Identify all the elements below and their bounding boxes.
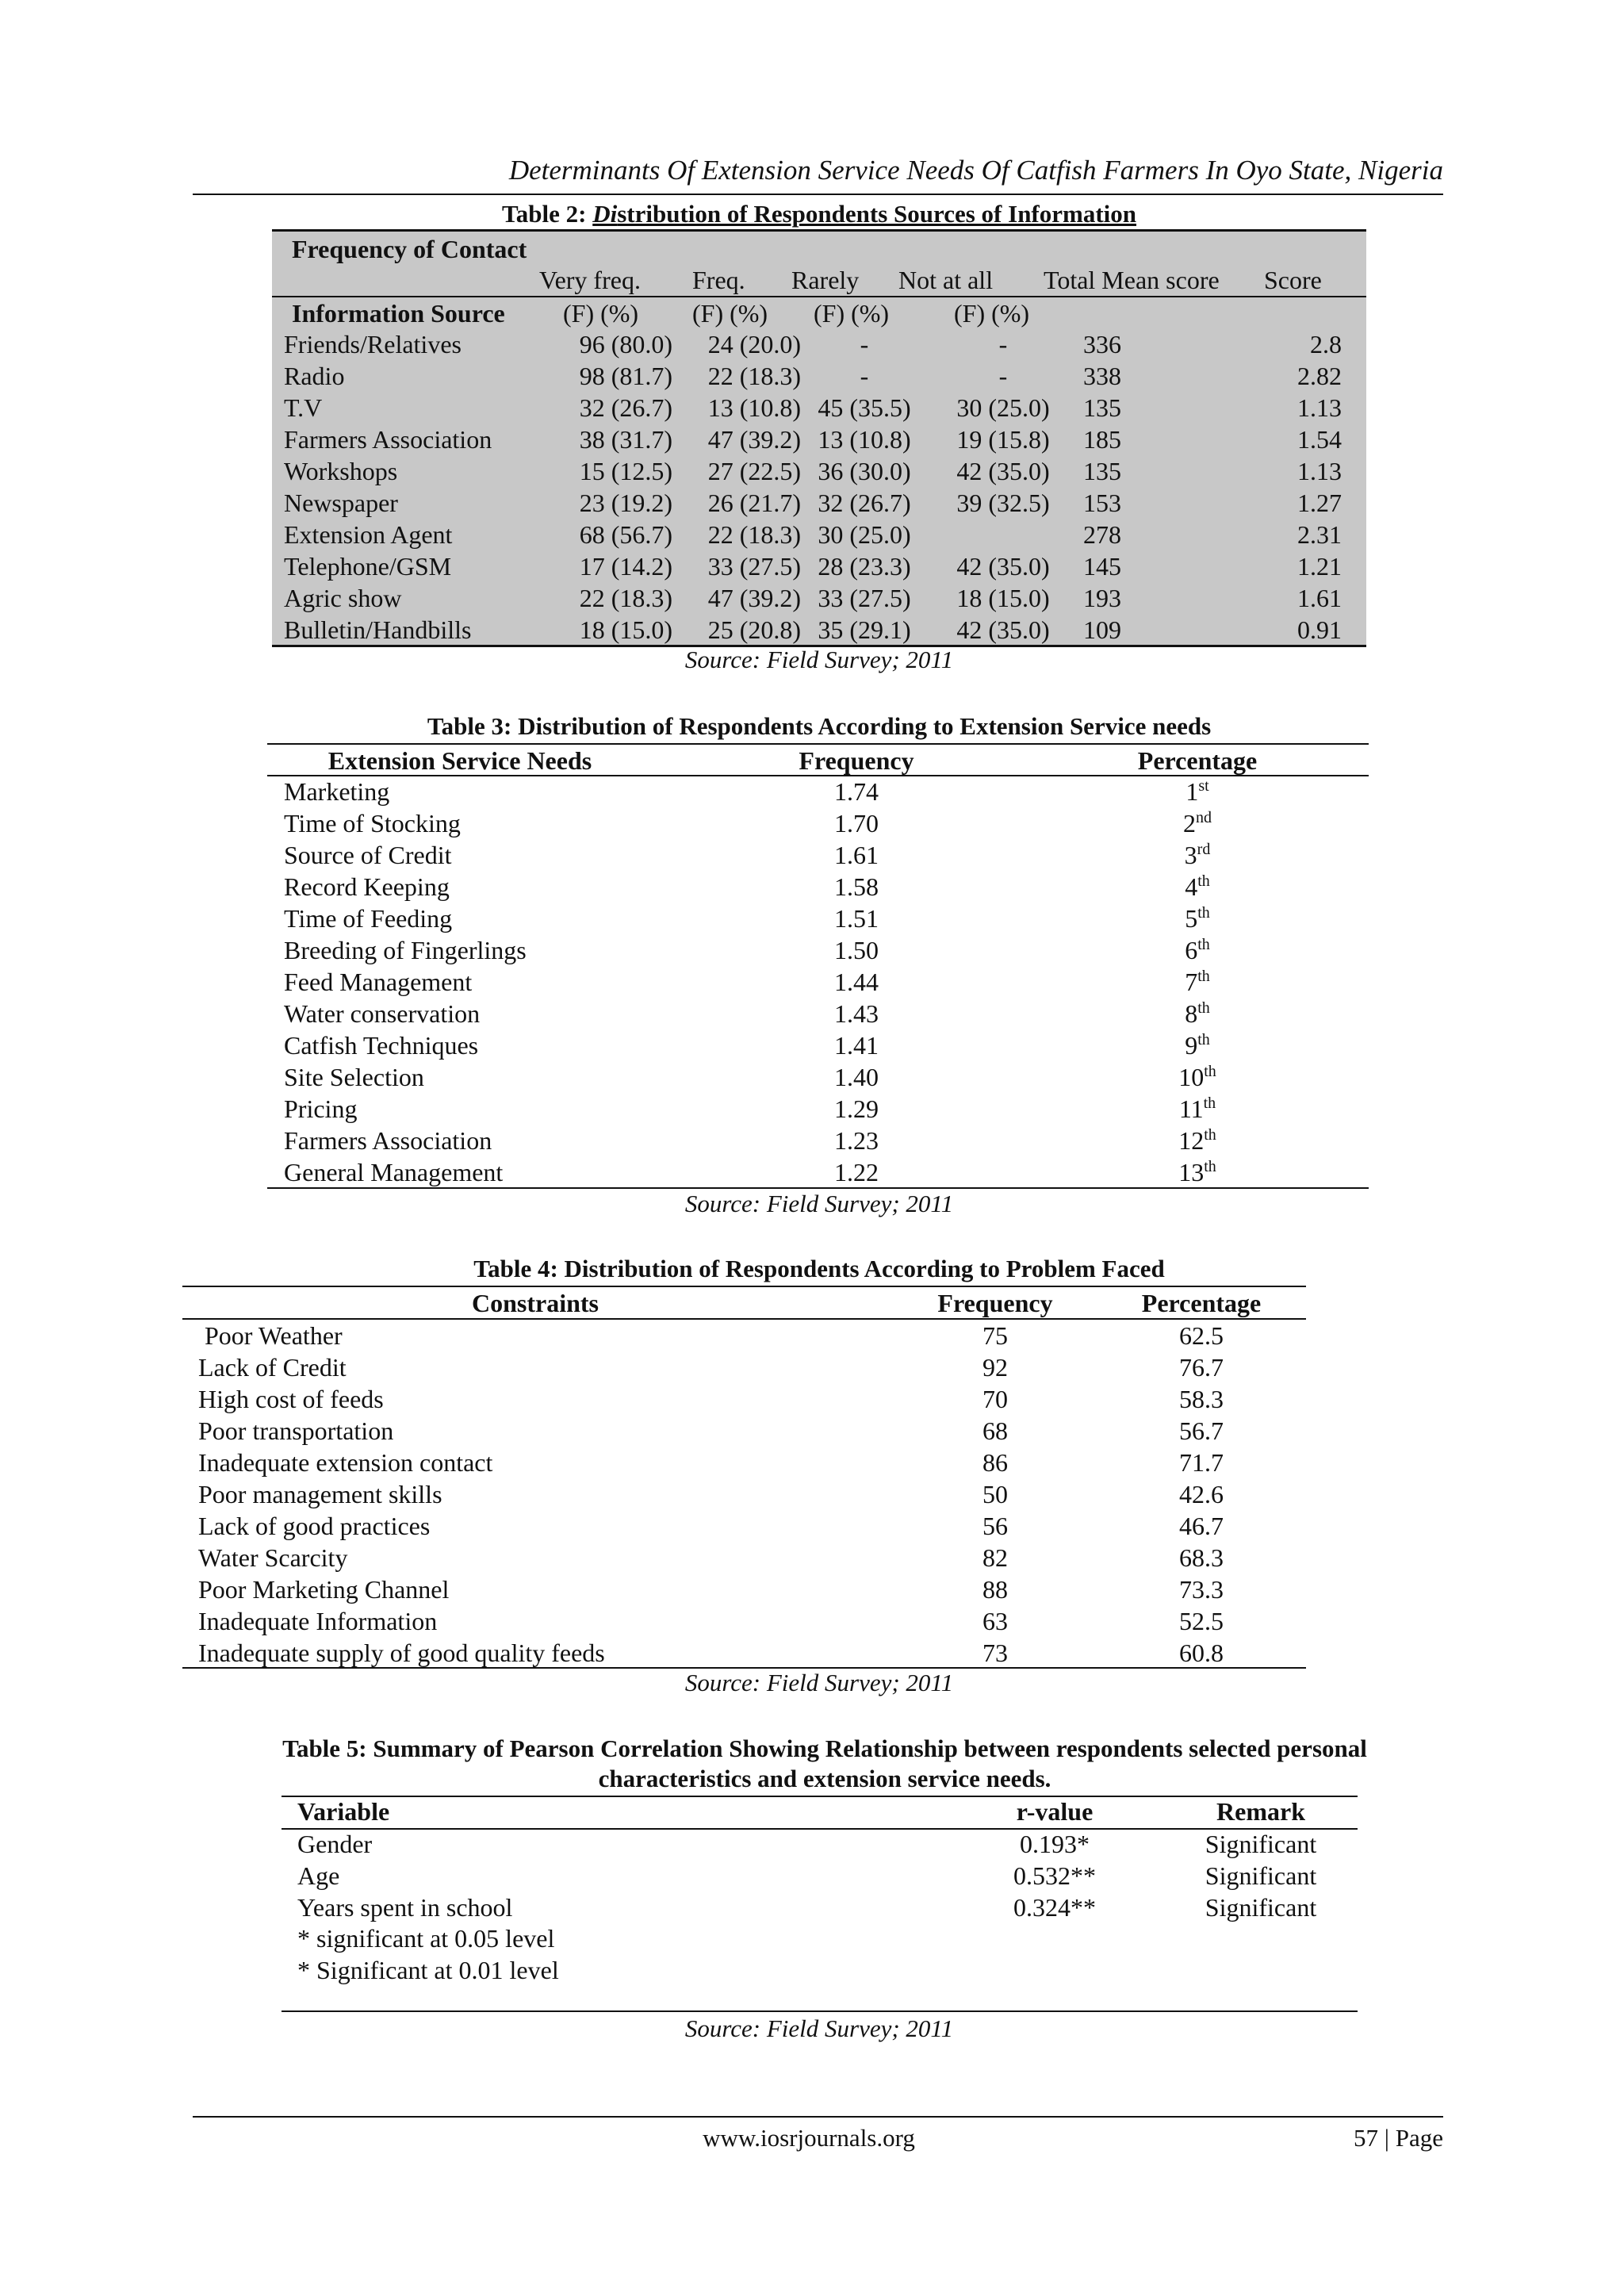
t2-cell-freq: 47 (39.2) [707, 425, 801, 454]
t2-cell-rarely: 36 (30.0) [818, 457, 911, 485]
t3-cell-need: Marketing [284, 777, 390, 806]
t4-cell-freq: 73 [982, 1639, 1008, 1667]
t3-rank-suffix: th [1197, 936, 1210, 953]
t2-cell-score: 1.27 [1297, 489, 1342, 517]
t2-cell-very: 32 (26.7) [579, 393, 672, 422]
t2-cell-total: 145 [1083, 552, 1121, 581]
t3-rank-number: 7 [1185, 968, 1198, 996]
t3-rank-suffix: nd [1196, 809, 1212, 826]
table5-note1: * significant at 0.05 level [297, 1924, 555, 1953]
t3-cell-freq: 1.74 [834, 777, 879, 806]
t5-cell-remark: Significant [1205, 1830, 1317, 1858]
t4-cell-constraint: Lack of Credit [198, 1353, 347, 1382]
table2-col-freq: Freq. [692, 266, 745, 294]
t2-cell-score: 1.54 [1297, 425, 1342, 454]
t2-cell-freq: 25 (20.8) [707, 615, 801, 644]
table2-col-very: Very freq. [539, 266, 641, 294]
t3-rank-suffix: th [1204, 1063, 1216, 1080]
t2-cell-source: Friends/Relatives [284, 330, 462, 358]
t2-cell-source: T.V [284, 393, 323, 422]
t2-cell-freq: 33 (27.5) [707, 552, 801, 581]
table2-col-rarely: Rarely [791, 266, 860, 294]
t3-cell-need: Source of Credit [284, 841, 452, 869]
t3-cell-freq: 1.58 [834, 872, 879, 901]
t3-cell-freq: 1.50 [834, 936, 879, 964]
t3-cell-freq: 1.23 [834, 1126, 879, 1155]
table2-col-score: Score [1264, 266, 1322, 294]
t4-cell-freq: 92 [982, 1353, 1008, 1382]
t3-rank-suffix: th [1197, 1031, 1210, 1048]
t4-cell-constraint: Inadequate extension contact [198, 1448, 493, 1477]
t2-cell-very: 17 (14.2) [579, 552, 672, 581]
t2-cell-total: 278 [1083, 520, 1121, 549]
t3-rank-suffix: rd [1197, 841, 1211, 858]
t3-cell-rank [1063, 903, 1332, 934]
table5-col-variable: Variable [297, 1797, 390, 1826]
t4-cell-pct: 68.3 [1179, 1543, 1224, 1572]
t2-cell-score: 1.61 [1297, 584, 1342, 612]
t3-cell-freq: 1.41 [834, 1031, 879, 1060]
t2-cell-not: 42 (35.0) [956, 457, 1050, 485]
t3-cell-freq: 1.43 [834, 999, 879, 1028]
footer-rule [193, 2116, 1443, 2118]
t5-cell-variable: Years spent in school [297, 1893, 513, 1922]
t3-cell-rank [1063, 871, 1332, 903]
t2-cell-freq: 26 (21.7) [707, 489, 801, 517]
table4-col-pct: Percentage [1141, 1289, 1262, 1317]
t2-cell-total: 135 [1083, 393, 1121, 422]
t2-cell-very: 68 (56.7) [579, 520, 672, 549]
table5-source: Source: Field Survey; 2011 [684, 2014, 954, 2042]
t2-cell-score: 2.82 [1297, 362, 1342, 390]
t3-cell-rank [1063, 966, 1332, 998]
t3-cell-need: Catfish Techniques [284, 1031, 479, 1060]
t4-cell-constraint: Poor transportation [198, 1416, 394, 1445]
t2-cell-total: 153 [1083, 489, 1121, 517]
t2-cell-rarely: - [860, 362, 869, 390]
t2-cell-very: 38 (31.7) [579, 425, 672, 454]
t4-cell-freq: 82 [982, 1543, 1008, 1572]
t3-cell-need: Time of Feeding [284, 904, 453, 933]
t2-cell-very: 23 (19.2) [579, 489, 672, 517]
t4-cell-freq: 70 [982, 1385, 1008, 1413]
t2-cell-not: 18 (15.0) [956, 584, 1050, 612]
t5-cell-variable: Age [297, 1861, 340, 1890]
t4-cell-freq: 75 [982, 1321, 1008, 1350]
table3-source: Source: Field Survey; 2011 [684, 1190, 954, 1217]
table2-group-header: Frequency of Contact [292, 235, 527, 263]
t3-cell-need: Breeding of Fingerlings [284, 936, 527, 964]
t2-cell-very: 96 (80.0) [579, 330, 672, 358]
t2-cell-freq: 13 (10.8) [707, 393, 801, 422]
t3-cell-rank [1063, 998, 1332, 1029]
t2-cell-very: 18 (15.0) [579, 615, 672, 644]
t4-cell-pct: 60.8 [1179, 1639, 1224, 1667]
t2-cell-source: Newspaper [284, 489, 398, 517]
t2-cell-score: 1.13 [1297, 457, 1342, 485]
t2-cell-freq: 27 (22.5) [707, 457, 801, 485]
running-head: Determinants Of Extension Service Needs Of Catfish Farmers In Oyo State, Nigeria [508, 155, 1443, 186]
t2-cell-source: Telephone/GSM [284, 552, 452, 581]
t5-cell-r: 0.324** [1013, 1893, 1096, 1922]
t3-cell-rank [1063, 1061, 1332, 1093]
t3-cell-rank [1063, 839, 1332, 871]
t4-cell-constraint: Inadequate Information [198, 1607, 438, 1635]
table5-col-remark: Remark [1216, 1797, 1305, 1826]
t4-cell-pct: 62.5 [1179, 1321, 1224, 1350]
t3-rank-number: 12 [1178, 1126, 1205, 1155]
t2-cell-very: 22 (18.3) [579, 584, 672, 612]
footer-website-link[interactable]: www.iosrjournals.org [703, 2124, 915, 2152]
t3-rank-number: 9 [1185, 1031, 1198, 1060]
t3-cell-freq: 1.61 [834, 841, 879, 869]
t4-cell-constraint: Poor Weather [198, 1321, 343, 1350]
t3-rank-suffix: th [1204, 1126, 1216, 1144]
t3-rank-number: 2 [1183, 809, 1196, 838]
table2-fp-not: (F) (%) [954, 299, 1030, 328]
t3-rank-number: 1 [1185, 777, 1199, 806]
t3-cell-need: Feed Management [284, 968, 473, 996]
t2-cell-total: 109 [1083, 615, 1121, 644]
t2-cell-score: 2.8 [1310, 330, 1342, 358]
t3-rank-number: 4 [1185, 872, 1198, 901]
table2-fp-rarely: (F) (%) [814, 299, 890, 328]
t3-cell-rank [1063, 1029, 1332, 1061]
table2-top-rule [272, 229, 1366, 232]
table5-caption-line1: Table 5: Summary of Pearson Correlation Showing Relationship between respondents selected personal [282, 1734, 1367, 1762]
t3-rank-suffix: th [1197, 904, 1210, 922]
t4-cell-pct: 71.7 [1179, 1448, 1224, 1477]
t5-cell-variable: Gender [297, 1830, 373, 1858]
t2-cell-freq: 22 (18.3) [707, 362, 801, 390]
table3-bottom-rule [267, 1187, 1369, 1189]
t5-cell-r: 0.532** [1013, 1861, 1096, 1890]
t4-cell-pct: 56.7 [1179, 1416, 1224, 1445]
t4-cell-constraint: Water Scarcity [198, 1543, 348, 1572]
t5-cell-remark: Significant [1205, 1893, 1317, 1922]
t3-cell-need: Record Keeping [284, 872, 450, 901]
t2-cell-rarely: 33 (27.5) [818, 584, 911, 612]
t3-cell-rank [1063, 776, 1332, 807]
t2-cell-total: 135 [1083, 457, 1121, 485]
t3-cell-freq: 1.70 [834, 809, 879, 838]
t3-rank-suffix: th [1197, 872, 1210, 890]
t2-cell-rarely: 28 (23.3) [818, 552, 911, 581]
t4-cell-freq: 86 [982, 1448, 1008, 1477]
t3-rank-number: 5 [1185, 904, 1198, 933]
t3-cell-rank [1063, 807, 1332, 839]
t4-cell-constraint: Poor management skills [198, 1480, 442, 1508]
t2-cell-total: 193 [1083, 584, 1121, 612]
table4-col-freq: Frequency [937, 1289, 1053, 1317]
t2-cell-freq: 22 (18.3) [707, 520, 801, 549]
t4-cell-pct: 58.3 [1179, 1385, 1224, 1413]
t3-rank-suffix: th [1204, 1158, 1216, 1175]
t3-rank-number: 10 [1178, 1063, 1205, 1091]
table2-row-header: Information Source [292, 299, 505, 328]
t2-cell-source: Farmers Association [284, 425, 492, 454]
table2-col-not: Not at all [898, 266, 994, 294]
t3-cell-need: Pricing [284, 1094, 358, 1123]
table3-caption: Table 3: Distribution of Respondents According to Extension Service needs [427, 712, 1212, 740]
t2-cell-rarely: 45 (35.5) [818, 393, 911, 422]
t2-cell-not: 39 (32.5) [956, 489, 1050, 517]
t4-cell-freq: 63 [982, 1607, 1008, 1635]
header-rule [193, 194, 1443, 195]
t3-cell-need: General Management [284, 1158, 504, 1186]
t3-cell-need: Time of Stocking [284, 809, 461, 838]
t3-cell-rank [1063, 1093, 1332, 1125]
t3-cell-need: Water conservation [284, 999, 481, 1028]
t3-rank-suffix: th [1203, 1094, 1216, 1112]
t2-cell-freq: 24 (20.0) [707, 330, 801, 358]
t3-cell-freq: 1.29 [834, 1094, 879, 1123]
t4-cell-constraint: Poor Marketing Channel [198, 1575, 450, 1604]
t3-rank-suffix: th [1197, 968, 1210, 985]
t2-cell-total: 185 [1083, 425, 1121, 454]
table2-caption: Table 2: Distribution of Respondents Sources of Information [501, 200, 1137, 228]
t3-cell-rank [1063, 1156, 1332, 1188]
t3-rank-number: 13 [1178, 1158, 1205, 1186]
t2-cell-score: 1.21 [1297, 552, 1342, 581]
t2-cell-not: 42 (35.0) [956, 615, 1050, 644]
t2-cell-very: 15 (12.5) [579, 457, 672, 485]
t5-cell-r: 0.193* [1020, 1830, 1090, 1858]
t2-cell-total: 338 [1083, 362, 1121, 390]
table5-note2: * Significant at 0.01 level [297, 1956, 559, 1984]
t2-cell-rarely: - [860, 330, 869, 358]
t3-rank-suffix: st [1198, 777, 1209, 795]
t2-cell-source: Extension Agent [284, 520, 453, 549]
t4-cell-constraint: High cost of feeds [198, 1385, 384, 1413]
table5-caption-line2: characteristics and extension service needs. [598, 1765, 1051, 1792]
t3-rank-number: 3 [1184, 841, 1197, 869]
t4-cell-pct: 42.6 [1179, 1480, 1224, 1508]
t2-cell-not: - [998, 362, 1008, 390]
t3-rank-number: 6 [1185, 936, 1198, 964]
t2-cell-score: 1.13 [1297, 393, 1342, 422]
table3-col-pct: Percentage [1137, 746, 1258, 775]
t2-cell-not: - [998, 330, 1008, 358]
t4-cell-pct: 52.5 [1179, 1607, 1224, 1635]
t2-cell-not: 30 (25.0) [956, 393, 1050, 422]
t3-cell-need: Site Selection [284, 1063, 424, 1091]
t3-cell-need: Farmers Association [284, 1126, 492, 1155]
table4-source: Source: Field Survey; 2011 [684, 1669, 954, 1696]
t2-cell-not: 19 (15.8) [956, 425, 1050, 454]
t2-cell-freq: 47 (39.2) [707, 584, 801, 612]
t2-cell-very: 98 (81.7) [579, 362, 672, 390]
t5-cell-remark: Significant [1205, 1861, 1317, 1890]
t3-cell-freq: 1.40 [834, 1063, 879, 1091]
table2-col-total: Total Mean score [1044, 266, 1220, 294]
t2-cell-rarely: 13 (10.8) [818, 425, 911, 454]
footer-page-number: 57 | Page [1354, 2124, 1443, 2152]
t4-cell-freq: 56 [982, 1512, 1008, 1540]
t3-cell-rank [1063, 1125, 1332, 1156]
t2-cell-rarely: 35 (29.1) [818, 615, 911, 644]
table5-bottom-rule [282, 2010, 1358, 2012]
t4-cell-pct: 76.7 [1179, 1353, 1224, 1382]
t3-cell-freq: 1.51 [834, 904, 879, 933]
t3-cell-rank [1063, 934, 1332, 966]
table3-col-freq: Frequency [799, 746, 914, 775]
table5-col-r: r-value [1016, 1797, 1094, 1826]
t4-cell-constraint: Inadequate supply of good quality feeds [198, 1639, 605, 1667]
t2-cell-not: 42 (35.0) [956, 552, 1050, 581]
table2-source: Source: Field Survey; 2011 [684, 646, 954, 673]
t2-cell-source: Bulletin/Handbills [284, 615, 472, 644]
t2-cell-score: 2.31 [1297, 520, 1342, 549]
t2-cell-source: Agric show [284, 584, 402, 612]
table2-fp-very: (F) (%) [563, 299, 639, 328]
t2-cell-total: 336 [1083, 330, 1121, 358]
t4-cell-pct: 46.7 [1179, 1512, 1224, 1540]
t4-cell-freq: 50 [982, 1480, 1008, 1508]
t4-cell-freq: 88 [982, 1575, 1008, 1604]
t2-cell-rarely: 30 (25.0) [818, 520, 911, 549]
t2-cell-score: 0.91 [1297, 615, 1342, 644]
t3-rank-number: 11 [1178, 1094, 1204, 1123]
t3-cell-freq: 1.22 [834, 1158, 879, 1186]
t2-cell-rarely: 32 (26.7) [818, 489, 911, 517]
table3-col-need: Extension Service Needs [327, 746, 592, 775]
table2-fp-freq: (F) (%) [692, 299, 768, 328]
t3-rank-number: 8 [1185, 999, 1198, 1028]
t3-cell-freq: 1.44 [834, 968, 879, 996]
t3-rank-suffix: th [1197, 999, 1210, 1017]
t4-cell-pct: 73.3 [1179, 1575, 1224, 1604]
t4-cell-freq: 68 [982, 1416, 1008, 1445]
table4-caption: Table 4: Distribution of Respondents According to Problem Faced [473, 1255, 1165, 1282]
t2-cell-source: Workshops [284, 457, 398, 485]
t4-cell-constraint: Lack of good practices [198, 1512, 431, 1540]
t2-cell-source: Radio [284, 362, 345, 390]
table4-col-constraint: Constraints [471, 1289, 599, 1317]
